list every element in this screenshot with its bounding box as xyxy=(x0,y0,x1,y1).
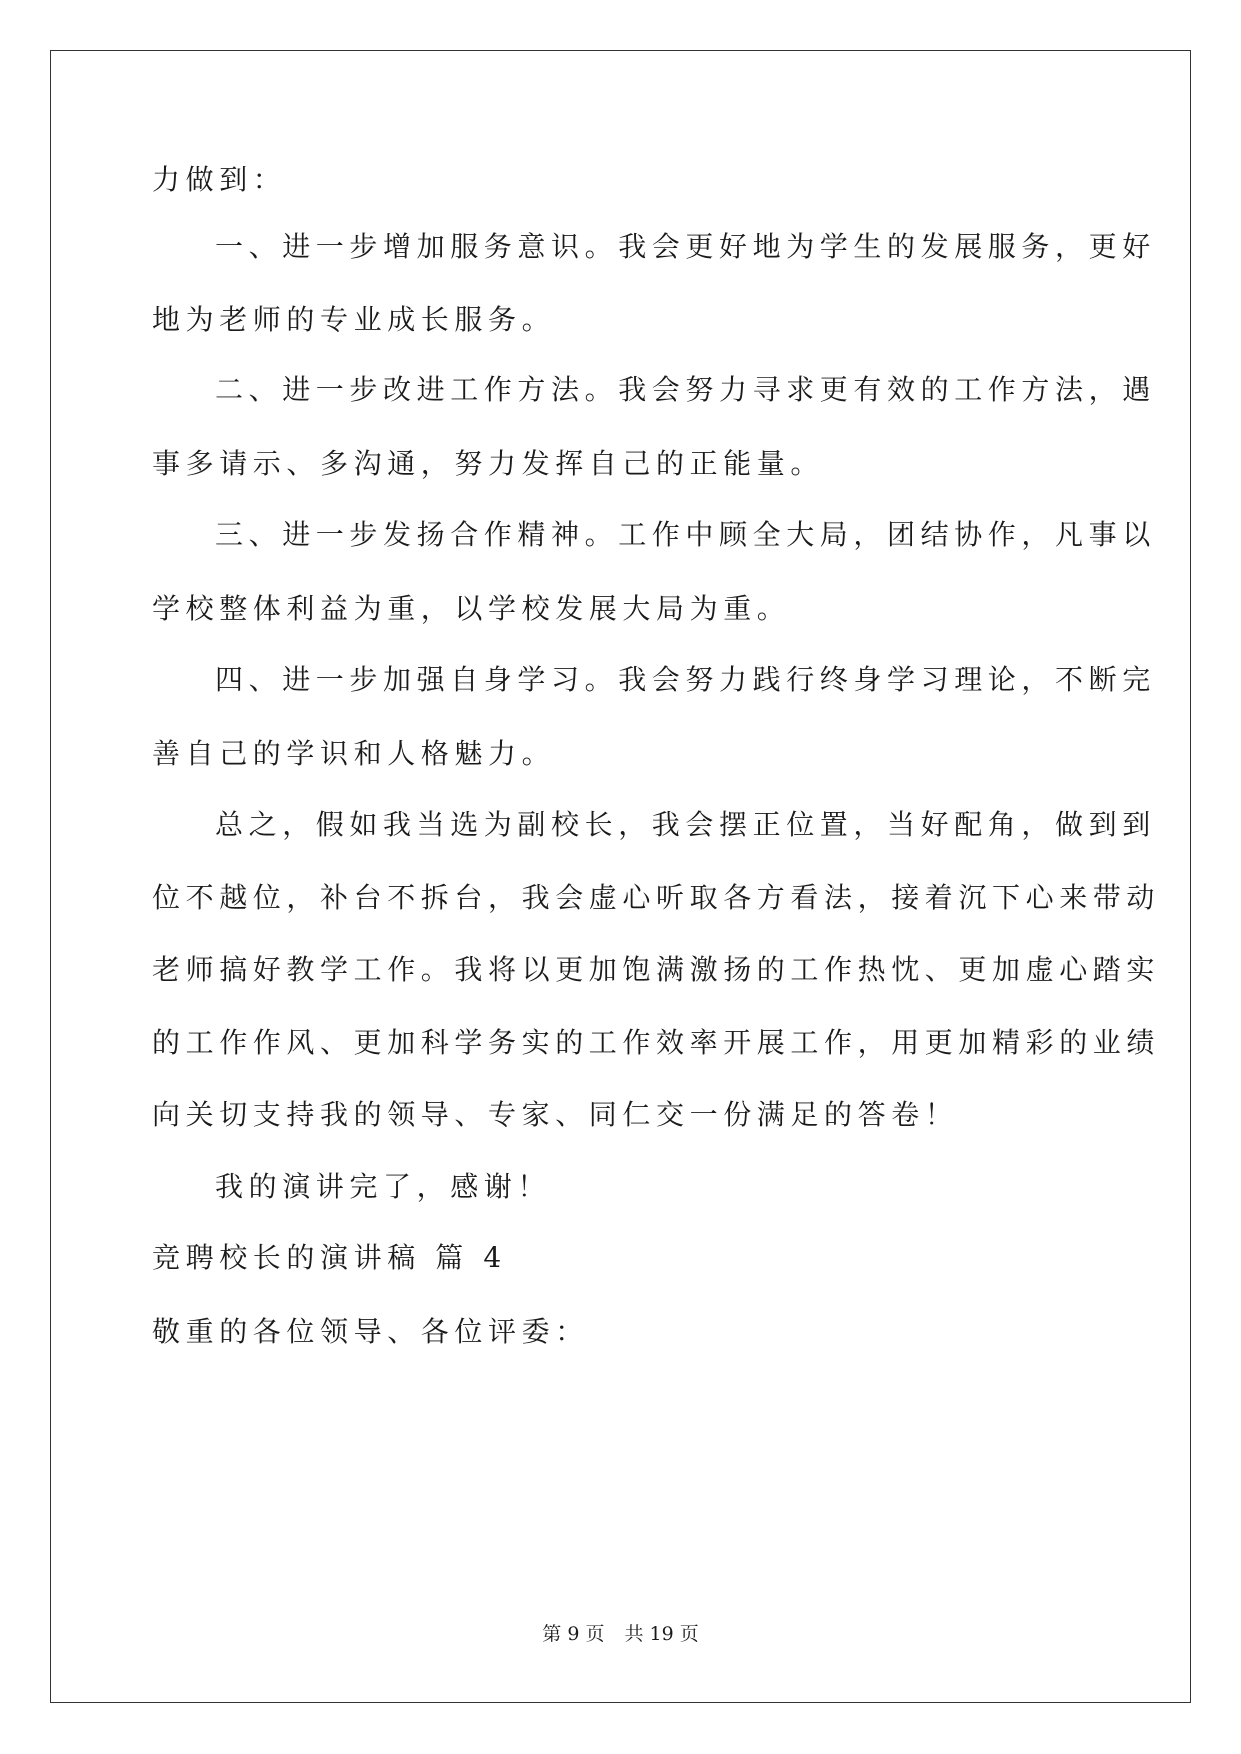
paragraph-line: 的工作作风、更加科学务实的工作效率开展工作，用更加精彩的业绩 xyxy=(152,1026,1161,1059)
paragraph-line: 我的演讲完了，感谢！ xyxy=(215,1170,552,1203)
page-border xyxy=(50,50,1191,1703)
paragraph-line: 事多请示、多沟通，努力发挥自己的正能量。 xyxy=(152,447,825,480)
paragraph-line: 学校整体利益为重，以学校发展大局为重。 xyxy=(152,592,791,625)
paragraph-line: 向关切支持我的领导、专家、同仁交一份满足的答卷！ xyxy=(152,1098,959,1131)
paragraph-line: 位不越位，补台不拆台，我会虚心听取各方看法，接着沉下心来带动 xyxy=(152,881,1161,914)
section-heading: 竞聘校长的演讲稿 篇 4 xyxy=(152,1241,507,1274)
page-total: 共 19 页 xyxy=(624,1623,699,1645)
paragraph-line: 善自己的学识和人格魅力。 xyxy=(152,737,556,770)
paragraph-line: 力做到： xyxy=(152,163,287,196)
salutation-line: 敬重的各位领导、各位评委： xyxy=(152,1315,589,1348)
paragraph-line: 四、进一步加强自身学习。我会努力践行终身学习理论，不断完 xyxy=(215,663,1156,696)
page-footer xyxy=(0,1622,1241,1646)
page-number: 第 9 页 xyxy=(542,1623,605,1645)
paragraph-line: 老师搞好教学工作。我将以更加饱满激扬的工作热忱、更加虚心踏实 xyxy=(152,953,1161,986)
paragraph-line: 总之，假如我当选为副校长，我会摆正位置，当好配角，做到到 xyxy=(215,808,1156,841)
paragraph-line: 地为老师的专业成长服务。 xyxy=(152,303,556,336)
paragraph-line: 一、进一步增加服务意识。我会更好地为学生的发展服务，更好 xyxy=(215,230,1156,263)
paragraph-line: 三、进一步发扬合作精神。工作中顾全大局，团结协作，凡事以 xyxy=(215,518,1156,551)
paragraph-line: 二、进一步改进工作方法。我会努力寻求更有效的工作方法，遇 xyxy=(215,373,1156,406)
